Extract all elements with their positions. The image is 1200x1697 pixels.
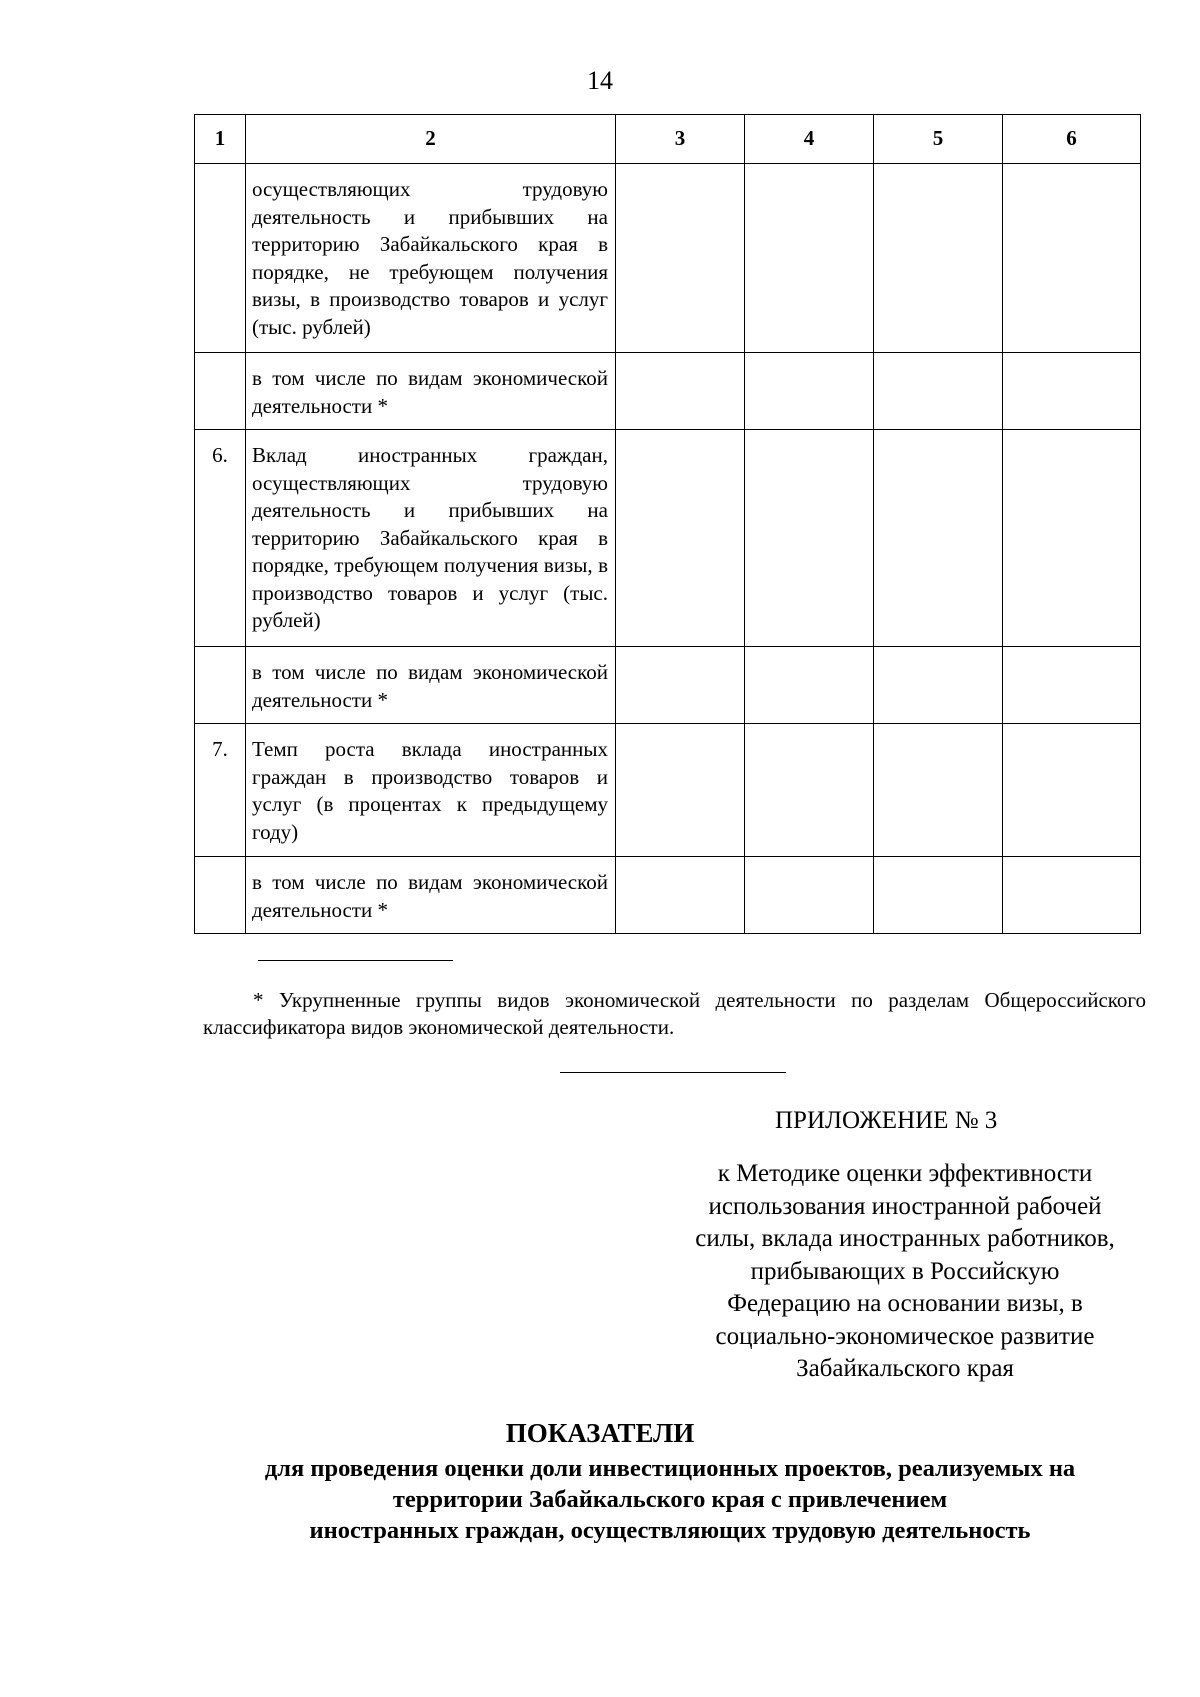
table-header-row [195,115,1141,164]
column-header: 5 [874,115,1003,164]
table-row [195,353,1141,430]
table-row [195,430,1141,647]
value-cell [1003,430,1141,647]
value-cell [616,164,745,353]
value-cell [874,724,1003,857]
indicator-text: в том числе по видам экономической деятельности * [246,647,616,724]
appendix-reference-line: социально-экономическое развитие [715,1322,1095,1350]
appendix-title: ПРИЛОЖЕНИЕ № 3 [775,1107,998,1134]
value-cell [745,164,874,353]
column-header: 4 [745,115,874,164]
value-cell [1003,647,1141,724]
row-number [195,857,246,934]
row-number [195,353,246,430]
subheading-line: для проведения оценки доли инвестиционных проектов, реализуемых на [264,1455,1076,1482]
section-separator [560,1072,786,1073]
table-row [195,164,1141,353]
column-header: 1 [195,115,246,164]
table-row [195,857,1141,934]
value-cell [1003,164,1141,353]
value-cell [874,857,1003,934]
row-number: 7. [195,724,246,857]
column-header: 3 [616,115,745,164]
indicator-text: осуществляющих трудовую деятельность и прибывших на территорию Забайкальского края в порядке, не требующем получения визы, в производство товаров и услуг (тыс. рублей) [246,164,616,353]
value-cell [745,353,874,430]
appendix-reference-line: использования иностранной рабочей [708,1192,1102,1220]
value-cell [745,857,874,934]
row-number [195,647,246,724]
value-cell [745,724,874,857]
indicator-text: Вклад иностранных граждан, осуществляющих трудовую деятельность и прибывших на территорию Забайкальского края в порядке, требующем получения визы, в производство товаров и услуг (тыс. рублей) [246,430,616,647]
section-subheading [190,1453,1150,1546]
value-cell [1003,353,1141,430]
footnote: * Укрупненные группы видов экономической деятельности по разделам Общероссийского классификатора видов экономической деятельности. [203,988,1146,1039]
value-cell [745,647,874,724]
value-cell [616,430,745,647]
page-number: 14 [587,66,613,95]
appendix-reference-line: Забайкальского края [796,1355,1014,1382]
value-cell [874,353,1003,430]
row-number [195,164,246,353]
indicator-text: Темп роста вклада иностранных граждан в производство товаров и услуг (в процентах к предыдущему году) [246,724,616,857]
appendix-reference [640,1158,1170,1386]
value-cell [1003,857,1141,934]
subheading-line: иностранных граждан, осуществляющих трудовую деятельность [309,1517,1031,1544]
indicator-text: в том числе по видам экономической деятельности * [246,353,616,430]
value-cell [874,647,1003,724]
value-cell [616,647,745,724]
appendix-reference-line: к Методике оценки эффективности [717,1160,1093,1187]
value-cell [745,430,874,647]
value-cell [616,353,745,430]
footnote-separator [258,960,453,961]
table-row [195,647,1141,724]
indicator-text: в том числе по видам экономической деятельности * [246,857,616,934]
appendix-reference-line: Федерацию на основании визы, в [727,1290,1083,1317]
value-cell [874,430,1003,647]
value-cell [874,164,1003,353]
section-heading: ПОКАЗАТЕЛИ [505,1418,695,1448]
row-number: 6. [195,430,246,647]
column-header: 2 [246,115,616,164]
value-cell [616,724,745,857]
subheading-line: территории Забайкальского края с привлечением [392,1486,948,1513]
appendix-reference-line: силы, вклада иностранных работников, [695,1225,1115,1252]
value-cell [1003,724,1141,857]
column-header: 6 [1003,115,1141,164]
indicators-table [194,114,1141,934]
value-cell [616,857,745,934]
table-row [195,724,1141,857]
appendix-reference-line: прибывающих в Российскую [750,1257,1060,1285]
